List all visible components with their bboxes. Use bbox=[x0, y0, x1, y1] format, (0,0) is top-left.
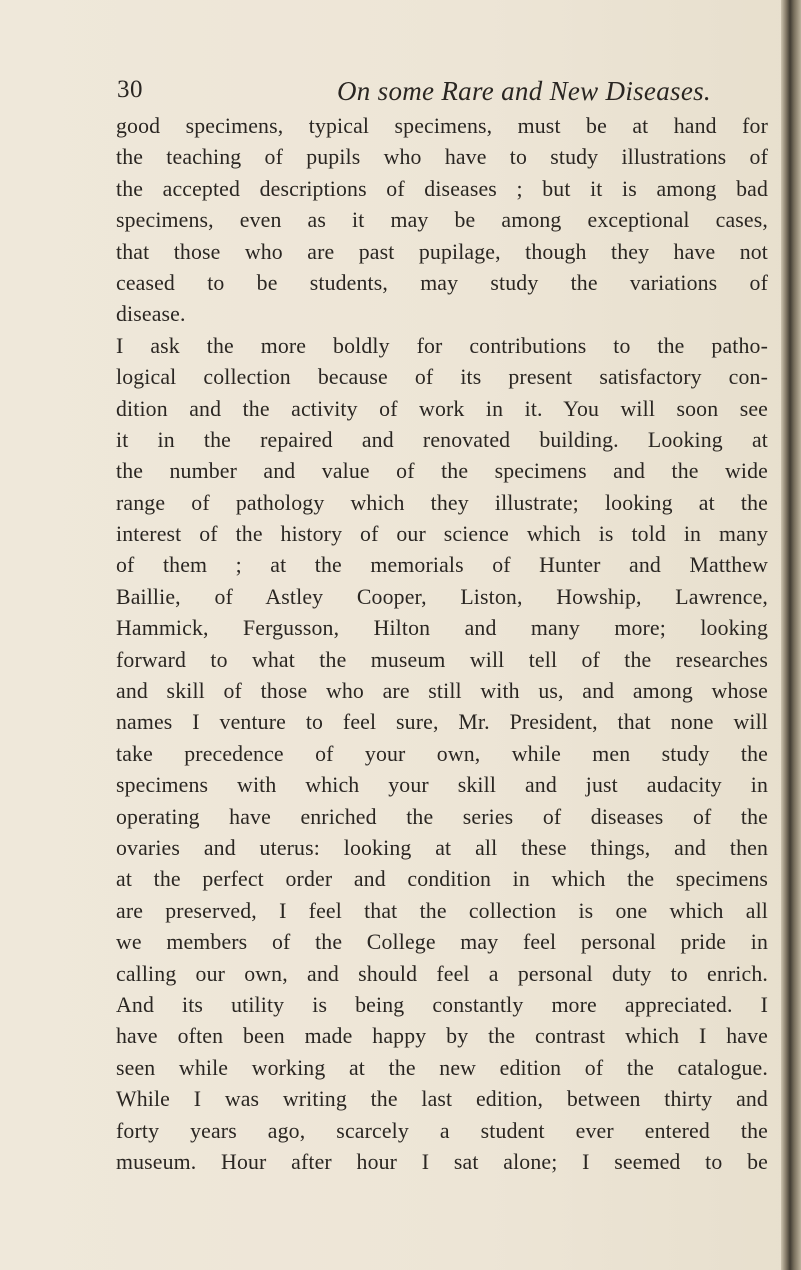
text-line: forty years ago, scarcely a student ever entered the bbox=[116, 1118, 768, 1143]
text-line: Hammick, Fergusson, Hilton and many more; looking bbox=[116, 616, 768, 641]
text-line: of them ; at the memorials of Hunter and Matthew bbox=[116, 553, 768, 578]
page-binding-edge bbox=[781, 0, 801, 1270]
text-line: at the perfect order and condition in which the specimens bbox=[116, 867, 768, 892]
text-line: ceased to be students, may study the variations of bbox=[116, 270, 768, 295]
text-line: names I venture to feel sure, Mr. President, that none will bbox=[116, 710, 768, 735]
running-title: On some Rare and New Diseases. bbox=[337, 76, 711, 106]
text-line: we members of the College may feel personal pride in bbox=[116, 930, 768, 955]
text-line: interest of the history of our science which is told in many bbox=[116, 522, 768, 547]
text-line: that those who are past pupilage, though they have not bbox=[116, 239, 768, 264]
page-number: 30 bbox=[117, 76, 143, 103]
text-line: calling our own, and should feel a personal duty to enrich. bbox=[116, 961, 768, 986]
text-line: seen while working at the new edition of the catalogue. bbox=[116, 1055, 768, 1080]
text-line: ovaries and uterus: looking at all these things, and then bbox=[116, 835, 768, 860]
text-line: And its utility is being constantly more appreciated. I bbox=[116, 992, 768, 1017]
text-line: Baillie, of Astley Cooper, Liston, Howship, Lawrence, bbox=[116, 584, 768, 609]
text-line: the accepted descriptions of diseases ; but it is among bad bbox=[116, 176, 768, 201]
text-line: range of pathology which they illustrate; looking at the bbox=[116, 490, 768, 515]
text-line: While I was writing the last edition, between thirty and bbox=[116, 1087, 768, 1112]
text-line: specimens, even as it may be among exceptional cases, bbox=[116, 208, 768, 233]
text-line: it in the repaired and renovated building. Looking at bbox=[116, 427, 768, 452]
page-header bbox=[117, 76, 767, 116]
text-line: the teaching of pupils who have to study illustrations of bbox=[116, 145, 768, 170]
text-line: I ask the more boldly for contributions to the patho- bbox=[116, 333, 768, 358]
text-line: disease. bbox=[116, 302, 186, 327]
text-line: dition and the activity of work in it. You will soon see bbox=[116, 396, 768, 421]
body-text bbox=[116, 111, 768, 1178]
text-line: operating have enriched the series of diseases of the bbox=[116, 804, 768, 829]
text-line: good specimens, typical specimens, must be at hand for bbox=[116, 114, 768, 138]
text-line: and skill of those who are still with us, and among whose bbox=[116, 679, 768, 704]
text-line: logical collection because of its present satisfactory con- bbox=[116, 365, 768, 390]
text-line: forward to what the museum will tell of the researches bbox=[116, 647, 768, 672]
text-line: museum. Hour after hour I sat alone; I seemed to be bbox=[116, 1149, 768, 1174]
text-line: are preserved, I feel that the collection is one which all bbox=[116, 898, 768, 923]
text-line: have often been made happy by the contrast which I have bbox=[116, 1024, 768, 1049]
text-line: the number and value of the specimens and the wide bbox=[116, 459, 768, 484]
text-line: take precedence of your own, while men study the bbox=[116, 741, 768, 766]
text-line: specimens with which your skill and just audacity in bbox=[116, 773, 768, 798]
